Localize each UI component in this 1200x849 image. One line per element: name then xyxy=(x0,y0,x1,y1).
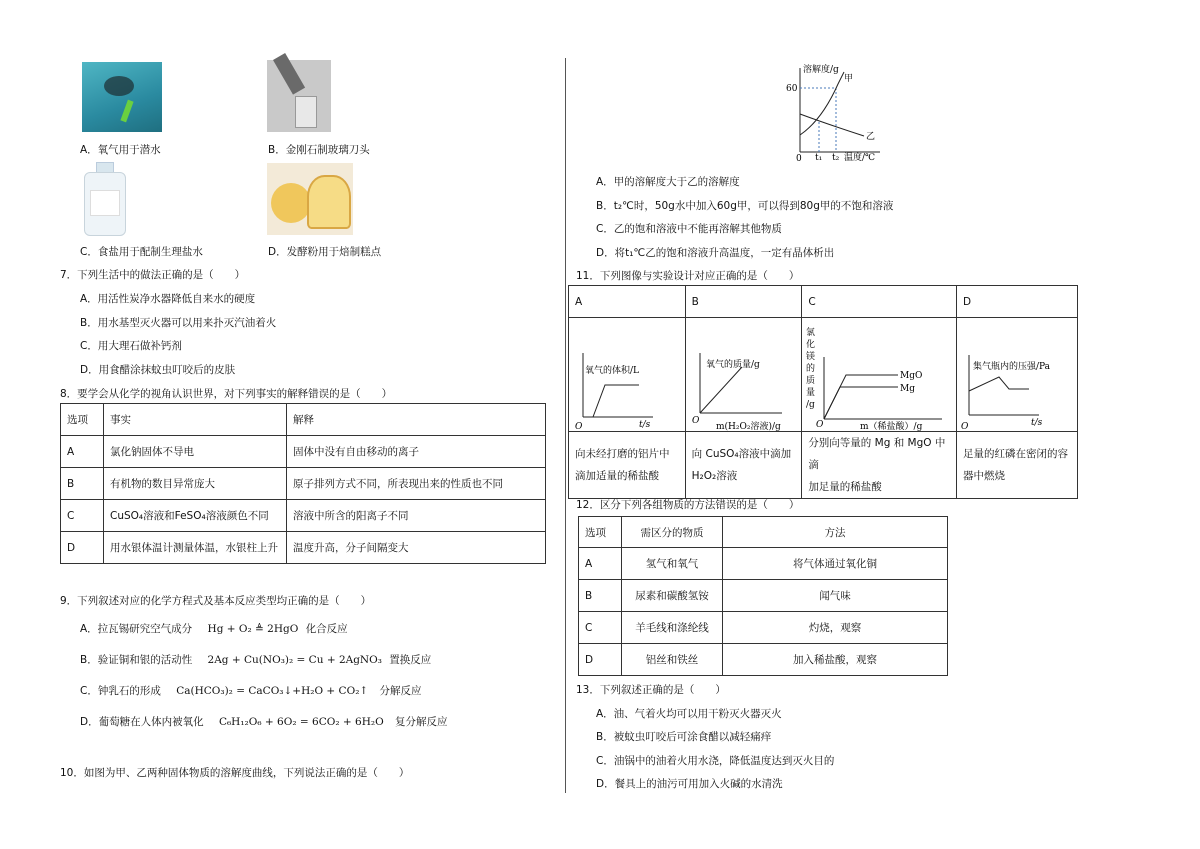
table-row xyxy=(569,432,1078,499)
description-line: 器中燃烧 xyxy=(963,470,1005,482)
q13-option-d: D．餐具上的油污可用加入火碱的水清洗 xyxy=(596,778,783,790)
q9-option-label: B．验证铜和银的活动性 xyxy=(80,654,193,666)
q8-stem: 8．要学会从化学的视角认识世界，对下列事实的解释错误的是（ ） xyxy=(60,388,393,400)
graph-c-label-mg: Mg xyxy=(900,383,916,394)
graph-cell xyxy=(569,318,686,432)
column-divider xyxy=(565,58,566,793)
graph-a-line xyxy=(583,385,639,417)
table-cell: 加入稀盐酸，观察 xyxy=(723,644,948,676)
graph-a-origin: O xyxy=(575,421,583,431)
table-cell xyxy=(802,432,957,499)
table-header-cell: 方法 xyxy=(723,517,948,548)
q13-stem: 13．下列叙述正确的是（ ） xyxy=(576,684,726,696)
graph-cell xyxy=(957,318,1078,432)
chemical-equation: Hg + O₂ ≜ 2HgO xyxy=(207,623,299,635)
q9-option-label: A．拉瓦锡研究空气成分 xyxy=(80,623,193,635)
table-cell: 有机物的数目异常庞大 xyxy=(104,468,287,500)
series-line-yi xyxy=(800,114,864,136)
origin-label: 0 xyxy=(796,154,802,164)
table-cell: 固体中没有自由移动的离子 xyxy=(287,436,546,468)
q11-table xyxy=(568,285,1078,499)
table-row xyxy=(579,548,948,580)
q10-option-a: A．甲的溶解度大于乙的溶解度 xyxy=(596,176,740,188)
table-row xyxy=(61,532,546,564)
table-cell: D xyxy=(61,532,104,564)
q10-option-c: C．乙的饱和溶液中不能再溶解其他物质 xyxy=(596,223,782,235)
table-cell: A xyxy=(579,548,622,580)
table-cell: 温度升高，分子间隔变大 xyxy=(287,532,546,564)
table-header-cell: 选项 xyxy=(61,404,104,436)
q13-option-a: A．油、气着火均可以用干粉灭火器灭火 xyxy=(596,708,782,720)
q12-stem: 12．区分下列各组物质的方法错误的是（ ） xyxy=(576,499,800,511)
table-header-cell: 选项 xyxy=(579,517,622,548)
table-cell: 铝丝和铁丝 xyxy=(622,644,723,676)
chemical-equation: 2Ag + Cu(NO₃)₂ = Cu + 2AgNO₃ xyxy=(207,654,382,666)
x-axis-label: 温度/℃ xyxy=(844,153,876,163)
table-cell: B xyxy=(579,580,622,612)
table-row xyxy=(569,318,1078,432)
description-line: H₂O₂溶液 xyxy=(691,470,738,482)
graph-b xyxy=(686,319,800,431)
table-header-cell: 需区分的物质 xyxy=(622,517,723,548)
table-header-row xyxy=(569,286,1078,318)
table-cell: C xyxy=(579,612,622,644)
table-cell: A xyxy=(61,436,104,468)
x-tick-label: t₂ xyxy=(832,153,840,163)
graph-d xyxy=(957,319,1077,431)
q12-table xyxy=(578,516,948,676)
table-cell: D xyxy=(579,644,622,676)
diver-photo xyxy=(82,62,162,132)
graph-c-line-mg xyxy=(824,387,898,419)
chemical-equation: C₆H₁₂O₆ + 6O₂ = 6CO₂ + 6H₂O xyxy=(218,716,384,728)
q7-option-d: D．用食醋涂抹蚊虫叮咬后的皮肤 xyxy=(80,364,236,376)
table-cell: 将气体通过氧化铜 xyxy=(723,548,948,580)
solubility-chart xyxy=(782,60,892,164)
reaction-type: 分解反应 xyxy=(379,685,422,697)
q10-option-d: D．将t₁℃乙的饱和溶液升高温度，一定有晶体析出 xyxy=(596,247,835,259)
q13-option-b: B．被蚊虫叮咬后可涂食醋以减轻痛痒 xyxy=(596,731,772,743)
q11-stem: 11．下列图像与实验设计对应正确的是（ ） xyxy=(576,270,800,282)
graph-a-xlabel: t/s xyxy=(639,419,651,430)
series-label-yi: 乙 xyxy=(866,132,876,142)
q9-option-label: D．葡萄糖在人体内被氧化 xyxy=(80,716,204,728)
table-header-cell: C xyxy=(802,286,957,318)
q9-stem: 9．下列叙述对应的化学方程式及基本反应类型均正确的是（ ） xyxy=(60,595,372,607)
series-line-jia xyxy=(800,72,844,135)
glass-cutter-photo xyxy=(267,60,331,132)
q9-option-d xyxy=(80,714,448,729)
q9-option-c xyxy=(80,683,422,698)
table-header-row xyxy=(61,404,546,436)
table-cell: 尿素和碳酸氢铵 xyxy=(622,580,723,612)
table-header-cell: D xyxy=(957,286,1078,318)
reaction-type: 置换反应 xyxy=(389,654,432,666)
graph-c-xlabel: m（稀盐酸）/g xyxy=(860,421,923,431)
reaction-type: 化合反应 xyxy=(305,623,348,635)
table-row xyxy=(61,468,546,500)
q9-option-label: C．钟乳石的形成 xyxy=(80,685,161,697)
graph-d-xlabel: t/s xyxy=(1031,417,1043,428)
table-cell xyxy=(685,432,802,499)
graph-b-xlabel: m(H₂O₂溶液)/g xyxy=(715,421,781,431)
table-cell xyxy=(569,432,686,499)
graph-d-origin: O xyxy=(961,421,969,431)
table-cell: 氢气和氧气 xyxy=(622,548,723,580)
q8-table xyxy=(60,403,546,564)
q6-option-c: C．食盐用于配制生理盐水 xyxy=(80,246,203,258)
q7-option-c: C．用大理石做补钙剂 xyxy=(80,340,182,352)
table-header-cell: B xyxy=(685,286,802,318)
series-label-jia: 甲 xyxy=(844,74,854,84)
q9-option-b xyxy=(80,652,431,667)
graph-d-ylabel: 集气瓶内的压强/Pa xyxy=(973,361,1051,372)
q7-stem: 7．下列生活中的做法正确的是（ ） xyxy=(60,269,246,281)
description-line: 足量的红磷在密闭的容 xyxy=(963,448,1068,460)
graph-b-origin: O xyxy=(691,415,700,426)
q10-stem: 10．如图为甲、乙两种固体物质的溶解度曲线，下列说法正确的是（ ） xyxy=(60,767,410,779)
graph-cell xyxy=(802,318,957,432)
q7-option-a: A．用活性炭净水器降低自来水的硬度 xyxy=(80,293,256,305)
x-tick-label: t₁ xyxy=(815,153,823,163)
table-cell: B xyxy=(61,468,104,500)
table-cell: 用水银体温计测量体温，水银柱上升 xyxy=(104,532,287,564)
table-row xyxy=(579,644,948,676)
table-header-row xyxy=(579,517,948,548)
table-row xyxy=(61,436,546,468)
y-tick-label: 60 xyxy=(786,84,798,94)
saline-bottle-photo xyxy=(80,162,130,236)
y-axis-label: 溶解度/g xyxy=(803,65,839,75)
description-line: 分别向等量的 Mg 和 MgO 中滴 xyxy=(808,437,946,471)
description-line: 向 CuSO₄溶液中滴加 xyxy=(691,448,792,460)
chemical-equation: Ca(HCO₃)₂ = CaCO₃↓+H₂O + CO₂↑ xyxy=(176,685,369,697)
graph-cell xyxy=(685,318,802,432)
table-row xyxy=(579,612,948,644)
q9-option-a xyxy=(80,621,348,636)
graph-c xyxy=(802,319,954,431)
table-cell: CuSO₄溶液和FeSO₄溶液颜色不同 xyxy=(104,500,287,532)
graph-a-ylabel: 氧气的体积/L xyxy=(585,365,640,376)
q13-option-c: C．油锅中的油着火用水浇，降低温度达到灭火目的 xyxy=(596,755,835,767)
table-cell: 羊毛线和涤纶线 xyxy=(622,612,723,644)
table-cell: 氯化钠固体不导电 xyxy=(104,436,287,468)
graph-c-origin: O xyxy=(816,419,824,430)
table-header-cell: 解释 xyxy=(287,404,546,436)
description-line: 滴加适量的稀盐酸 xyxy=(575,470,659,482)
table-row xyxy=(579,580,948,612)
graph-b-line xyxy=(700,367,742,413)
table-cell: 闻气味 xyxy=(723,580,948,612)
table-row xyxy=(61,500,546,532)
graph-d-line xyxy=(969,377,1029,391)
table-cell: 灼烧，观察 xyxy=(723,612,948,644)
q6-option-d: D．发酵粉用于焙制糕点 xyxy=(268,246,382,258)
table-cell xyxy=(957,432,1078,499)
reaction-type: 复分解反应 xyxy=(395,716,448,728)
description-line: 加足量的稀盐酸 xyxy=(808,481,882,493)
description-line: 向未经打磨的铝片中 xyxy=(575,448,670,460)
q6-option-b: B．金刚石制玻璃刀头 xyxy=(268,144,370,156)
graph-c-label-mgo: MgO xyxy=(900,370,923,381)
graph-c-ylabel: 氯化镁的质量/g xyxy=(806,327,816,410)
cake-photo xyxy=(267,163,353,235)
q6-option-a: A．氧气用于潜水 xyxy=(80,144,161,156)
table-cell: 原子排列方式不同，所表现出来的性质也不同 xyxy=(287,468,546,500)
q10-option-b: B．t₂℃时，50g水中加入60g甲，可以得到80g甲的不饱和溶液 xyxy=(596,200,894,212)
table-header-cell: A xyxy=(569,286,686,318)
table-cell: 溶液中所含的阳离子不同 xyxy=(287,500,546,532)
q7-option-b: B．用水基型灭火器可以用来扑灭汽油着火 xyxy=(80,317,277,329)
graph-b-ylabel: 氧气的质量/g xyxy=(705,359,760,370)
table-header-cell: 事实 xyxy=(104,404,287,436)
graph-a xyxy=(569,319,683,431)
table-cell: C xyxy=(61,500,104,532)
